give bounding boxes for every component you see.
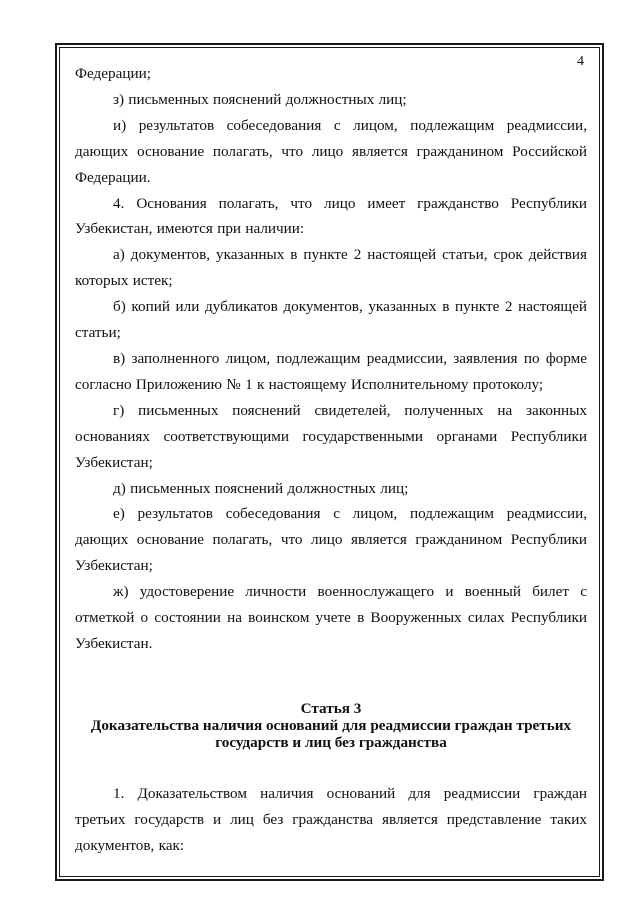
paragraph-point-4: 4. Основания полагать, что лицо имеет гражданство Республики Узбекистан, имеются при наличии: (75, 194, 587, 238)
paragraph-item-b: б) копий или дубликатов документов, указанных в пункте 2 настоящей статьи; (75, 298, 587, 342)
paragraph-item-v: в) заполненного лицом, подлежащим реадмиссии, заявления по форме согласно Приложению № 1 к настоящему Исполнительному протоколу; (75, 349, 587, 393)
page-number: 4 (577, 54, 584, 69)
paragraph-item-d: д) письменных пояснений должностных лиц; (113, 479, 409, 497)
article-heading (75, 700, 587, 751)
document-body (75, 61, 587, 859)
article-number: Статья 3 (300, 699, 362, 717)
paragraph-item-zh: ж) удостоверение личности военнослужащего и военный билет с отметкой о состоянии на воинском учете в Вооруженных силах Республики Узбекистан. (75, 583, 587, 652)
article-title-line2: государств и лиц без гражданства (215, 733, 447, 751)
paragraph-continuation: Федерации; (75, 65, 151, 82)
paragraph-item-a: а) документов, указанных в пункте 2 настоящей статьи, срок действия которых истек; (75, 246, 587, 290)
paragraph-item-g: г) письменных пояснений свидетелей, полученных на законных основаниях соответствующими государственными органами Республики Узбекистан; (75, 401, 587, 471)
paragraph-item-e: е) результатов собеседования с лицом, подлежащим реадмиссии, дающих основание полагать, что лицо является гражданином Республики Узбекистан; (75, 505, 587, 575)
paragraph-item-i: и) результатов собеседования с лицом, подлежащим реадмиссии, дающих основание полагать, что лицо является гражданином Российской Федерации. (75, 116, 587, 186)
paragraph-article3-point-1: 1. Доказательством наличия оснований для реадмиссии граждан третьих государств и лиц без гражданства является представление таких документов, как: (75, 784, 587, 854)
paragraph-item-z: з) письменных пояснений должностных лиц; (113, 90, 407, 108)
article-title-line1: Доказательства наличия оснований для реадмиссии граждан третьих (90, 716, 572, 734)
